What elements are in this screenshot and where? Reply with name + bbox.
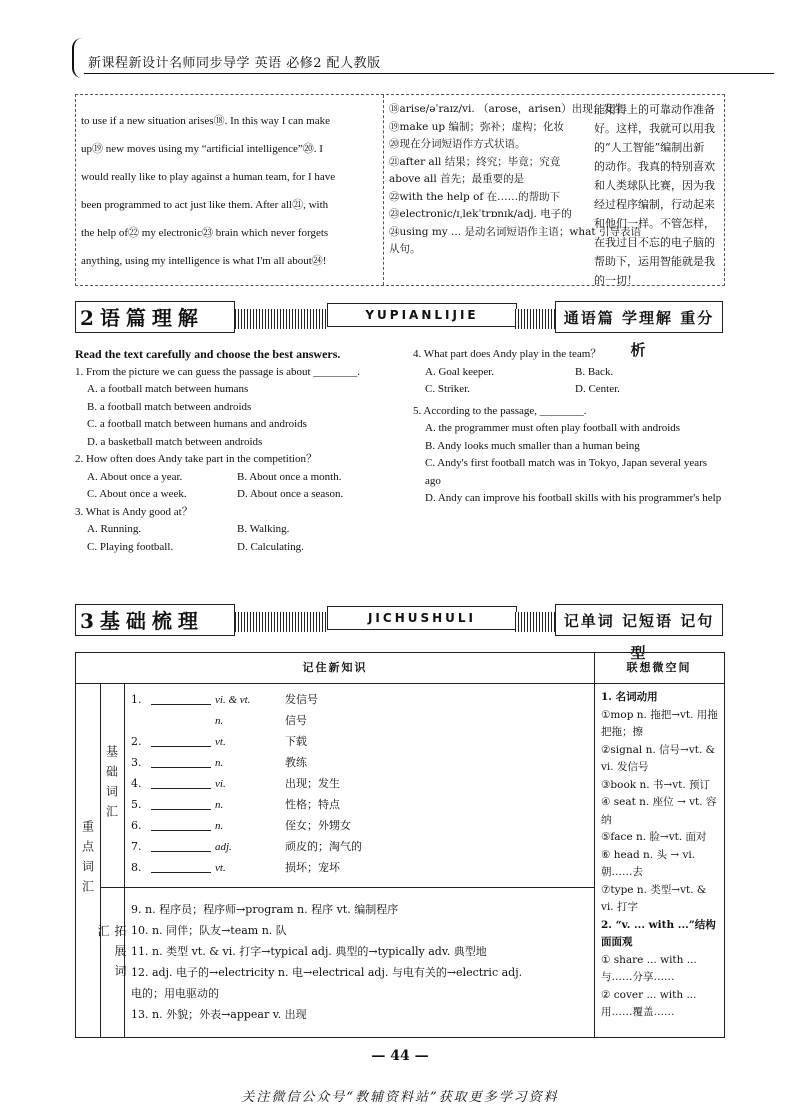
reading-line: up⑲ new moves using my “artificial intelligence”⑳. I (81, 143, 323, 155)
side-note: 2. “v. ... with ...”结构面面观 (601, 918, 716, 948)
answer-option[interactable]: C. a football match between humans and androids (87, 418, 307, 430)
reading-line: to use if a new situation arises⑱. In this way I can make (81, 115, 330, 127)
vocab-row (131, 731, 596, 752)
reading-chinese (586, 94, 723, 296)
vocab-number: 4. (131, 777, 142, 790)
answer-blank[interactable] (151, 692, 211, 705)
reading-translation: 能用得上的可靠动作准备好。这样，我就可以用我的“人工智能”编制出新的动作。我真的特别喜欢和人类球队比赛，因为我经过程序编制，行动起来和他们一样。不管怎样，在我过目不忘的电子脑的帮助下，运用智能就是我的一切！ (594, 103, 715, 287)
answer-option[interactable]: A. Running. (87, 523, 142, 535)
answer-option[interactable]: B. Andy looks much smaller than a human being (425, 439, 640, 452)
vocab-ext-row: 11. n. 类型 vt. & vi. 打字→typical adj. 典型的→typically adv. 典型地 (131, 945, 487, 958)
part-of-speech: vt. (215, 736, 226, 748)
vocab-basic-rows (131, 689, 596, 878)
side-note: ④ seat n. 座位 → vt. 容纳 (601, 796, 717, 826)
answer-option[interactable]: B. Back. (575, 365, 614, 378)
section-decor (515, 309, 555, 329)
vocab-ext-label: 拓展词汇 (100, 887, 125, 1037)
answer-blank[interactable] (151, 734, 211, 747)
note-item: ⑲make up 编制；弥补；虚构；化妆 (389, 120, 564, 133)
part-of-speech: n. (215, 799, 224, 811)
answer-option[interactable]: A. Goal keeper. (425, 365, 495, 378)
side-note: ③book n. 书→vt. 预订 (601, 778, 711, 791)
chinese-meaning: 出现；发生 (285, 777, 340, 790)
note-item: above all 首先；最重要的是 (389, 173, 525, 185)
instruction: Read the text carefully and choose the best answers. (75, 347, 341, 361)
vocab-number: 5. (131, 798, 142, 811)
vocab-number: 3. (131, 756, 142, 769)
section-decor (515, 612, 555, 632)
note-item: ㉔using my ... 是动名词短语作主语；what 引导表语从句。 (389, 225, 641, 255)
side-note: ②signal n. 信号→vt. & vi. 发信号 (601, 743, 716, 773)
answer-blank[interactable] (151, 818, 211, 831)
note-item: ㉓electronic/ɪˌlekˈtrɒnɪk/adj. 电子的 (389, 208, 572, 220)
vocab-row (131, 689, 596, 710)
section-title: 2语篇理解 (75, 301, 235, 333)
answer-blank[interactable] (151, 860, 211, 873)
vocab-number: 2. (131, 735, 142, 748)
answer-blank[interactable] (151, 755, 211, 768)
question-item (75, 504, 395, 557)
question-item (75, 451, 395, 504)
vocab-ext-row: 13. n. 外貌；外表→appear v. 出现 (131, 1008, 307, 1021)
vocab-side-notes (594, 683, 724, 1037)
part-of-speech: n. (215, 715, 224, 727)
note-item: ⑳现在分词短语作方式状语。 (389, 138, 526, 150)
answer-blank[interactable] (151, 776, 211, 789)
vocab-row (131, 794, 596, 815)
part-of-speech: adj. (215, 841, 232, 853)
side-note: ①mop n. 拖把→vt. 用拖把拖；擦 (601, 708, 718, 738)
questions-left (75, 346, 395, 556)
part-of-speech: n. (215, 757, 224, 769)
answer-blank[interactable] (151, 839, 211, 852)
vocab-number: 8. (131, 861, 142, 874)
question-stem: 3. What is Andy good at？ (75, 505, 193, 518)
reading-line: been programmed to act just like them. After all㉑, with (81, 199, 329, 211)
answer-option[interactable]: C. Playing football. (87, 540, 174, 553)
answer-option[interactable]: C. Andy's first football match was in Tokyo, Japan several years ago (425, 457, 708, 487)
reading-line: the help of㉒ my electronic㉓ brain which never forgets (81, 227, 329, 239)
vocab-ext-row: 10. n. 同伴；队友→team n. 队 (131, 924, 287, 937)
part-of-speech: vi. & vt. (215, 694, 251, 706)
answer-option[interactable]: D. Center. (575, 383, 620, 395)
question-item (413, 403, 725, 508)
vocab-row (131, 836, 596, 857)
vocab-ext-rows (131, 899, 596, 1025)
vocab-outer-label: 重点词汇 (76, 683, 101, 1037)
chinese-meaning: 损坏；宠坏 (285, 861, 340, 874)
answer-option[interactable]: D. a basketball match between androids (87, 435, 263, 448)
vocab-head-main: 记住新知识 (76, 653, 595, 684)
answer-option[interactable]: C. Striker. (425, 383, 470, 395)
answer-option[interactable]: A. a football match between humans (87, 383, 249, 395)
chinese-meaning: 发信号 (285, 693, 318, 706)
note-item: ⑱arise/əˈraɪz/vi. （arose，arisen）出现；发生 (389, 103, 625, 115)
answer-option[interactable]: B. About once a month. (237, 470, 342, 483)
vocab-ext-row: 电的；用电驱动的 (131, 987, 219, 1000)
question-stem: 5. According to the passage, ________. (413, 404, 587, 417)
answer-option[interactable]: A. the programmer must often play football with androids (425, 422, 681, 434)
section-motto: 记单词 记短语 记句型 (555, 604, 723, 636)
chinese-meaning: 侄女；外甥女 (285, 819, 351, 832)
side-note: ② cover ... with ... 用……覆盖…… (601, 988, 697, 1018)
vocab-row (131, 815, 596, 836)
question-item (75, 364, 395, 452)
vocab-number: 1. (131, 693, 142, 706)
part-of-speech: vi. (215, 778, 226, 790)
vocab-ext-row: 12. adj. 电子的→electricity n. 电→electrical adj. 与电有关的→electric adj. (131, 966, 523, 979)
section-decor (235, 612, 327, 632)
answer-option[interactable]: D. About once a season. (237, 488, 344, 500)
header-bracket (72, 38, 82, 78)
vocab-row (131, 857, 596, 878)
chinese-meaning: 下载 (285, 735, 307, 748)
vocab-row (131, 773, 596, 794)
vocab-table (75, 652, 725, 1038)
vocab-number: 7. (131, 840, 142, 853)
chinese-meaning: 性格；特点 (285, 798, 340, 811)
part-of-speech: vt. (215, 862, 226, 874)
side-note: ⑥ head n. 头 → vi. 朝……去 (601, 848, 696, 878)
question-item (413, 346, 725, 399)
chinese-meaning: 信号 (285, 714, 307, 727)
answer-option[interactable]: B. Walking. (237, 523, 290, 535)
answer-option[interactable]: D. Andy can improve his football skills with his programmer's help (425, 492, 722, 504)
reading-english (76, 95, 383, 285)
chinese-meaning: 教练 (285, 756, 307, 769)
answer-blank[interactable] (151, 797, 211, 810)
answer-option[interactable]: B. a football match between androids (87, 400, 252, 413)
answer-option[interactable]: A. About once a year. (87, 470, 183, 483)
section-motto: 通语篇 学理解 重分析 (555, 301, 723, 333)
part-of-speech: n. (215, 820, 224, 832)
side-note: ① share ... with ... 与……分享…… (601, 953, 697, 983)
side-note: ⑦type n. 类型→vt. & vi. 打字 (601, 883, 707, 913)
answer-option[interactable]: D. Calculating. (237, 540, 304, 553)
reading-line: anything, using my intelligence is what I'm all about㉔! (81, 255, 327, 267)
vocab-row (131, 710, 596, 731)
section-3-bar (75, 604, 723, 662)
footer-note: 关注微信公众号“教辅资料站”获取更多学习资料 (241, 1090, 559, 1105)
vocab-basic-label: 基础词汇 (100, 683, 125, 888)
vocab-row (131, 752, 596, 773)
section-decor (235, 309, 327, 329)
vocab-head-side: 联想微空间 (594, 653, 724, 684)
question-stem: 2. How often does Andy take part in the competition？ (75, 453, 317, 465)
question-stem: 1. From the picture we can guess the passage is about ________. (75, 365, 361, 378)
questions-right (413, 346, 725, 512)
reading-line: would really like to play against a human team, for I have (81, 171, 336, 183)
vocab-ext-row: 9. n. 程序员；程序师→program n. 程序 vt. 编制程序 (131, 903, 399, 916)
chinese-meaning: 顽皮的；淘气的 (285, 840, 362, 853)
answer-option[interactable]: C. About once a week. (87, 488, 187, 500)
side-note: ⑤face n. 脸→vt. 面对 (601, 831, 707, 843)
page-number: — 44 — (371, 1048, 429, 1064)
section-pinyin: JICHUSHULI (327, 606, 517, 630)
header-rule (84, 73, 774, 74)
section-pinyin: YUPIANLIJIE (327, 303, 517, 327)
page-header-title: 新课程新设计名师同步导学 英语 必修2 配人教版 (88, 56, 381, 71)
note-item: ㉒with the help of 在……的帮助下 (389, 190, 561, 203)
vocab-number: 6. (131, 819, 142, 832)
question-stem: 4. What part does Andy play in the team？ (413, 348, 602, 360)
side-note: 1. 名词动用 (601, 691, 658, 703)
section-title: 3基础梳理 (75, 604, 235, 636)
note-item: ㉑after all 结果；终究；毕竟；究竟 (389, 155, 561, 168)
